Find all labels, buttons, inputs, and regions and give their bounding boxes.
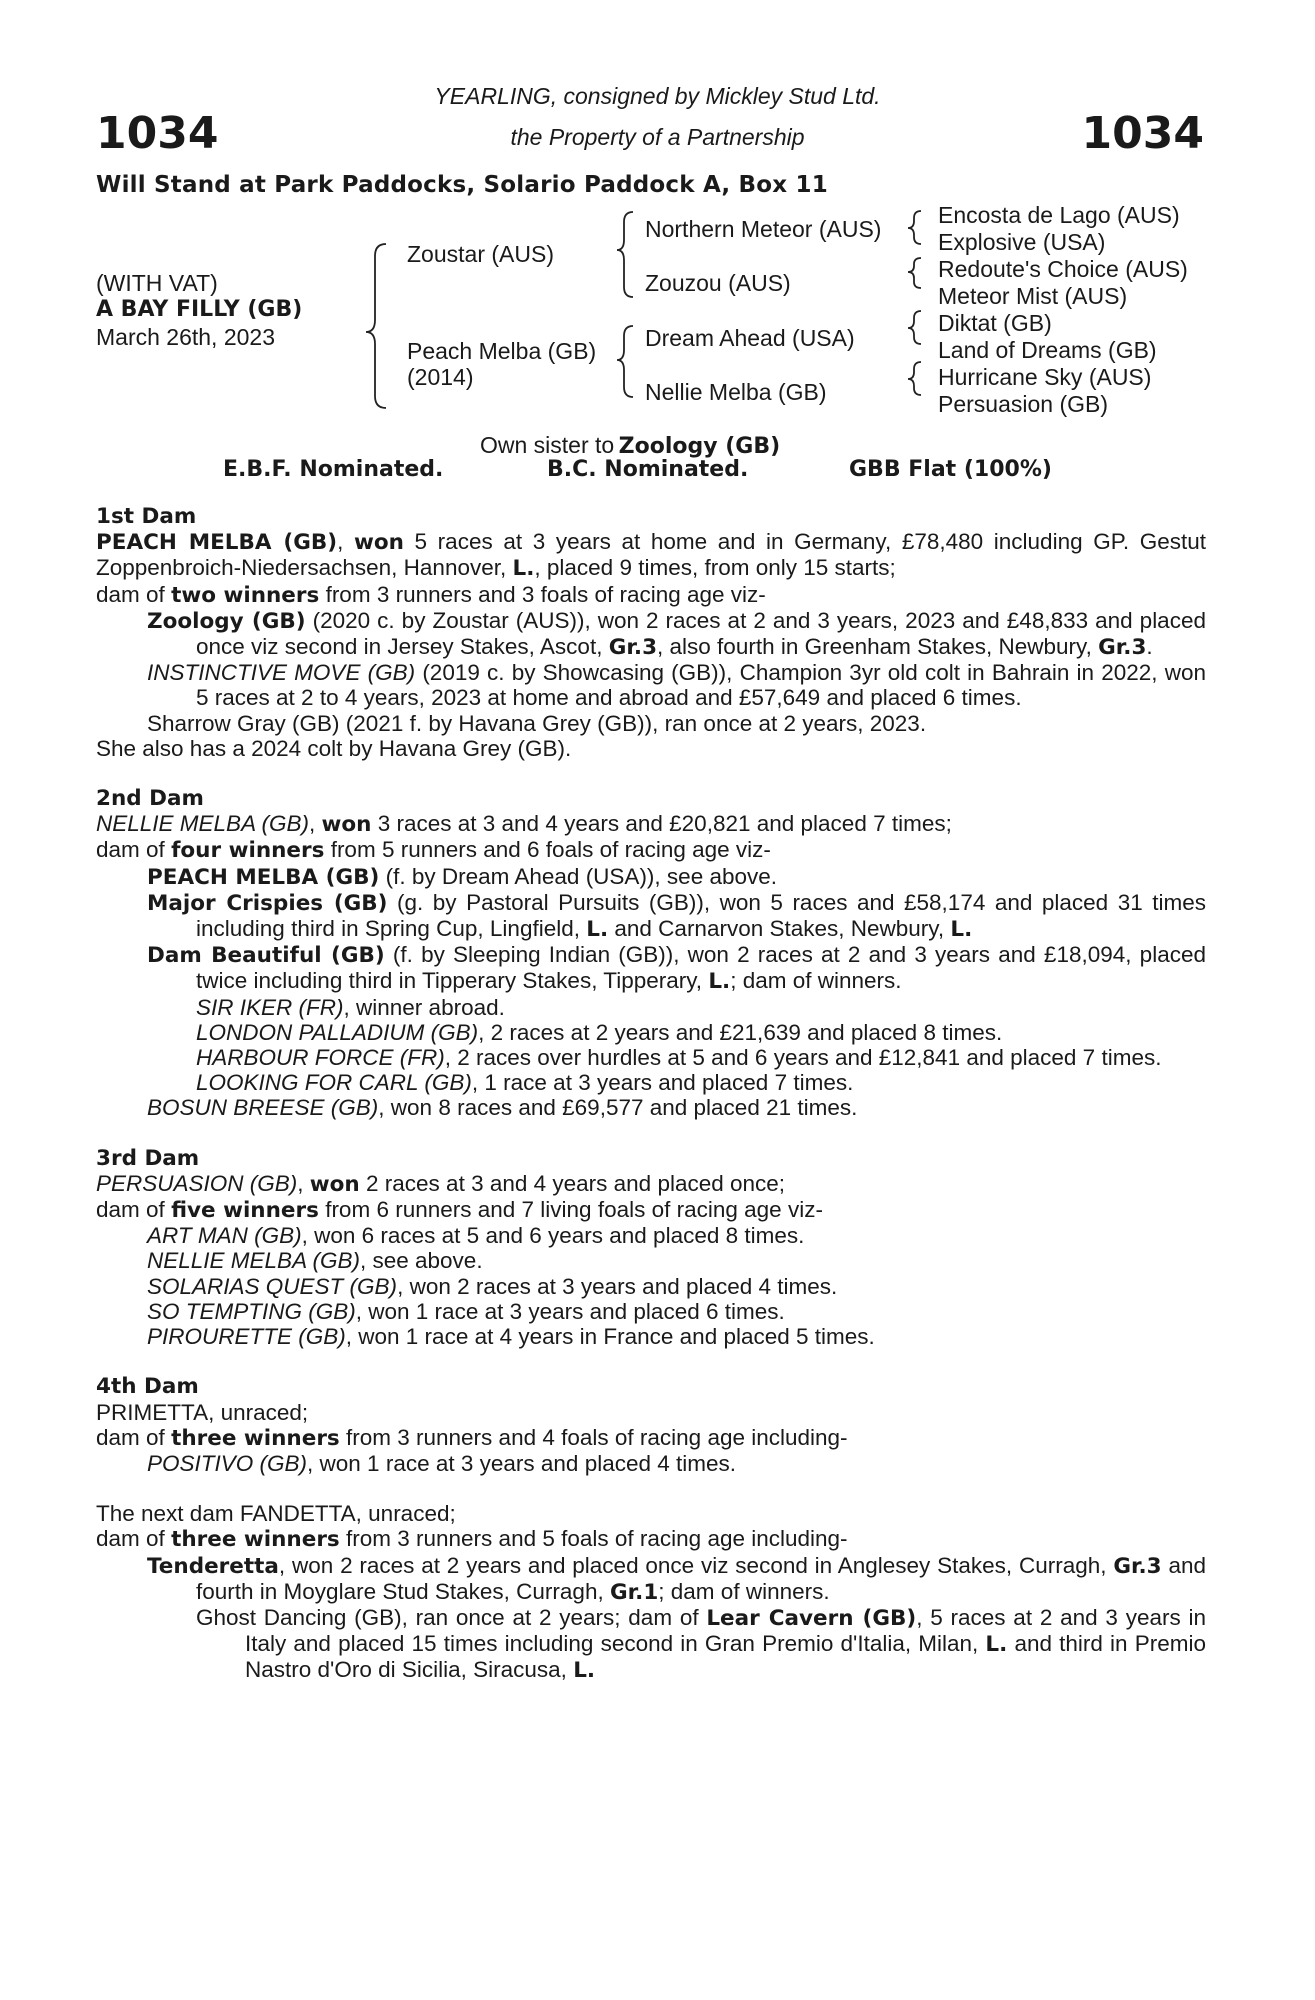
grand-progeny-text: , 1 race at 3 years and placed 7 times. (471, 1070, 854, 1096)
dam-of: dam of (96, 1197, 165, 1223)
grand-progeny-entry (96, 1605, 1206, 1684)
progeny-entry (96, 1248, 1206, 1273)
ped-dds: Hurricane Sky (AUS) (938, 364, 1152, 390)
won-label: won (309, 1171, 360, 1197)
progeny-text: , won 8 races and £69,577 and placed 21 times. (378, 1095, 858, 1121)
listed-label: L. (512, 556, 535, 582)
produce-text: from 3 runners and 3 foals of racing age viz- (325, 581, 766, 607)
consignor-line: YEARLING, consigned by Mickley Stud Ltd. (434, 83, 881, 109)
progeny-text: (f. by Sleeping Indian (GB)), won 2 races at 2 and 3 years and £18,094, placed twice including third in Tipperary Stakes, Tipperary, (196, 942, 1206, 994)
dam-foal-year: (2014) (407, 364, 474, 390)
progeny-name: Zoology (GB) (147, 608, 306, 634)
first-dam-text-2: , placed 9 times, from only 15 starts; (534, 555, 896, 581)
lot-number-left: 1034 (96, 108, 219, 159)
progeny-name: Tenderetta (147, 1553, 279, 1579)
own-sister-prefix: Own sister to (480, 432, 615, 458)
progeny-text: , won 2 races at 2 years and placed once viz second in Anglesey Stakes, Curragh, (278, 1552, 1107, 1578)
won-label: won (321, 812, 372, 838)
progeny-entry (96, 1223, 1206, 1248)
ped-sss: Encosta de Lago (AUS) (938, 202, 1180, 228)
horse-name: A BAY FILLY (GB) (96, 297, 303, 322)
progeny-name: PEACH MELBA (GB) (147, 864, 380, 890)
first-dam-text: 5 races at 3 years at home and in Germany, £78,480 including GP. Gestut Zoppenbroich-Niedersachsen, Hannover, (96, 529, 1206, 581)
gbb-flat: GBB Flat (100%) (849, 457, 1052, 482)
progeny-text-3: ; dam of winners. (658, 1578, 830, 1604)
first-dam-produce (96, 582, 1206, 608)
lot-number-right: 1034 (1081, 108, 1204, 159)
progeny-name: ART MAN (GB) (147, 1223, 302, 1249)
grand-progeny-entry (96, 1070, 1206, 1095)
ped-ssd: Explosive (USA) (938, 229, 1106, 255)
progeny-text-2: and Carnarvon Stakes, Newbury, (614, 916, 945, 942)
bracket-dd (908, 362, 921, 395)
ped-dss: Diktat (GB) (938, 310, 1052, 336)
also-has: She also has a 2024 colt by Havana Grey (GB). (96, 735, 572, 761)
progeny-text: (2019 c. by Showcasing (GB)), Champion 3yr old colt in Bahrain in 2022, won 5 races at 2 to 4 years, 2023 at home and abroad and £57,649 and placed 6 times. (196, 660, 1206, 711)
next-dam-record: The next dam FANDETTA, unraced; (96, 1501, 456, 1527)
second-dam-heading: 2nd Dam (96, 786, 204, 812)
grand-progeny-name: LONDON PALLADIUM (GB) (196, 1019, 479, 1045)
produce-text: from 3 runners and 4 foals of racing age including- (346, 1424, 848, 1450)
sire: Zoustar (AUS) (407, 241, 554, 267)
fourth-dam-heading: 4th Dam (96, 1374, 199, 1400)
sire-of-sire: Northern Meteor (AUS) (645, 216, 882, 242)
progeny-entry: Sharrow Gray (GB) (2021 f. by Havana Grey (GB)), ran once at 2 years, 2023. (147, 710, 927, 736)
first-dam-name: PEACH MELBA (GB) (96, 530, 338, 556)
second-dam-produce (96, 837, 1206, 863)
bracket-main (366, 244, 386, 408)
own-sister-name: Zoology (GB) (618, 434, 781, 459)
second-dam-record: NELLIE MELBA (GB), won 3 races at 3 and 4 years and £20,821 and placed 7 times; (96, 811, 952, 838)
progeny-entry (96, 1274, 1206, 1299)
third-dam-heading: 3rd Dam (96, 1145, 200, 1171)
bracket-ss (908, 211, 921, 244)
ped-sdd: Meteor Mist (AUS) (938, 283, 1128, 309)
progeny-entry (96, 1095, 1206, 1120)
progeny-entry (96, 608, 1206, 660)
second-dam-name: NELLIE MELBA (GB) (96, 811, 309, 837)
progeny-name: BOSUN BREESE (GB) (147, 1095, 379, 1121)
dam-of: dam of (96, 1424, 165, 1450)
winners-count: three winners (171, 1425, 340, 1451)
grand-progeny-name: Lear Cavern (GB) (706, 1605, 917, 1631)
winners-count: two winners (171, 582, 320, 608)
progeny-text: , won 1 race at 3 years and placed 4 times. (307, 1450, 737, 1476)
punct: . (1146, 634, 1153, 660)
grand-progeny-text-3: and third in Premio Nastro d'Oro di Sicilia, Siracusa, (245, 1631, 1206, 1683)
group-label: Gr.3 (1098, 635, 1147, 661)
own-sister-line (480, 432, 780, 459)
dam-of: dam of (96, 581, 165, 607)
progeny-entry (96, 1451, 1206, 1476)
third-dam-record: PERSUASION (GB), won 2 races at 3 and 4 years and placed once; (96, 1170, 786, 1197)
next-dam-produce (96, 1526, 1206, 1552)
produce-text: from 6 runners and 7 living foals of racing age viz- (325, 1197, 823, 1223)
grand-progeny-text-2: , 5 races at 2 and 3 years in Italy and placed 15 times including second in Gran Premio d'Italia, Milan, (245, 1604, 1206, 1657)
progeny-entry (96, 1553, 1206, 1605)
vat-label: (WITH VAT) (96, 270, 218, 296)
won-label: won (353, 530, 404, 556)
property-line: the Property of a Partnership (510, 124, 805, 150)
progeny-entry (96, 1324, 1206, 1349)
stand-location: Will Stand at Park Paddocks, Solario Paddock A, Box 11 (96, 172, 828, 198)
bracket-sd (908, 258, 921, 288)
progeny-text: (f. by Dream Ahead (USA)), see above. (385, 863, 778, 889)
winners-count: five winners (171, 1198, 319, 1224)
grand-progeny-text: , winner abroad. (343, 994, 505, 1020)
grand-progeny-entry (96, 1045, 1206, 1070)
produce-text: from 3 runners and 5 foals of racing age including- (346, 1526, 848, 1552)
bc-nomination: B.C. Nominated. (547, 457, 749, 482)
listed-label: L. (708, 969, 731, 995)
progeny-name: NELLIE MELBA (GB) (147, 1248, 360, 1274)
group-label: Gr.1 (609, 1579, 659, 1605)
third-dam-name: PERSUASION (GB) (96, 1170, 298, 1196)
ped-sds: Redoute's Choice (AUS) (938, 256, 1188, 282)
fourth-dam-produce (96, 1425, 1206, 1451)
grand-progeny-text: Ghost Dancing (GB), ran once at 2 years; dam of (196, 1604, 699, 1630)
dam-of-sire: Zouzou (AUS) (645, 270, 791, 296)
catalogue-body (96, 504, 1206, 1684)
ped-dsd: Land of Dreams (GB) (938, 337, 1157, 363)
listed-label: L. (586, 917, 609, 943)
listed-label: L. (573, 1658, 596, 1684)
grand-progeny-entry (96, 1020, 1206, 1045)
listed-label: L. (950, 917, 973, 943)
progeny-text: , won 2 races at 3 years and placed 4 times. (397, 1273, 838, 1299)
group-label: Gr.3 (608, 635, 658, 661)
winners-count: four winners (171, 838, 325, 864)
first-dam-heading: 1st Dam (96, 504, 197, 529)
progeny-name: SOLARIAS QUEST (GB) (147, 1273, 398, 1299)
third-dam-produce (96, 1197, 1206, 1223)
progeny-name: SO TEMPTING (GB) (147, 1298, 356, 1324)
progeny-name: POSITIVO (GB) (147, 1450, 308, 1476)
grand-progeny-text: , 2 races over hurdles at 5 and 6 years and £12,841 and placed 7 times. (444, 1045, 1162, 1071)
winners-count: three winners (171, 1527, 340, 1553)
progeny-text: , won 6 races at 5 and 6 years and placed 8 times. (301, 1223, 805, 1249)
ebf-nomination: E.B.F. Nominated. (223, 457, 444, 482)
grand-progeny-name: HARBOUR FORCE (FR) (196, 1045, 445, 1071)
dam-of-dam: Nellie Melba (GB) (645, 379, 827, 405)
progeny-entry (96, 1299, 1206, 1324)
progeny-text-2: ; dam of winners. (730, 968, 902, 994)
progeny-text: , won 1 race at 3 years and placed 6 times. (355, 1298, 785, 1324)
bracket-sire (617, 212, 633, 297)
ped-ddd: Persuasion (GB) (938, 391, 1109, 417)
progeny-name: Dam Beautiful (GB) (147, 943, 385, 969)
group-label: Gr.3 (1113, 1553, 1162, 1579)
dam: Peach Melba (GB) (407, 338, 597, 364)
progeny-text-2: and fourth in Moyglare Stud Stakes, Curragh, (196, 1552, 1206, 1604)
third-dam-text: 2 races at 3 and 4 years and placed once; (366, 1170, 786, 1196)
progeny-name: Major Crispies (GB) (147, 890, 388, 916)
progeny-text: (g. by Pastoral Pursuits (GB)), won 5 races and £58,174 and placed 31 times including third in Spring Cup, Lingfield, (196, 889, 1206, 942)
grand-progeny-text: , 2 races at 2 years and £21,639 and placed 8 times. (478, 1019, 1003, 1045)
grand-progeny-name: LOOKING FOR CARL (GB) (196, 1070, 472, 1096)
fourth-dam-record: PRIMETTA, unraced; (96, 1399, 309, 1425)
progeny-text: , see above. (359, 1248, 483, 1274)
second-dam-text: 3 races at 3 and 4 years and £20,821 and placed 7 times; (377, 811, 952, 837)
progeny-entry (96, 660, 1206, 710)
progeny-text-2: , also fourth in Greenham Stakes, Newbury, (657, 634, 1092, 660)
progeny-text: (2020 c. by Zoustar (AUS)), won 2 races at 2 and 3 years, 2023 and £48,833 and placed once viz second in Jersey Stakes, Ascot, (196, 607, 1206, 660)
bracket-ds (908, 311, 921, 344)
dam-of: dam of (96, 837, 165, 863)
progeny-name: INSTINCTIVE MOVE (GB) (147, 660, 416, 686)
progeny-name: PIROURETTE (GB) (147, 1324, 346, 1350)
progeny-entry (96, 890, 1206, 942)
sire-of-dam: Dream Ahead (USA) (645, 325, 855, 351)
progeny-text: , won 1 race at 4 years in France and placed 5 times. (345, 1324, 875, 1350)
first-dam-record: PEACH MELBA (GB), won 5 races at 3 years at home and in Germany, £78,480 including GP. Gestut Zoppenbroich-Niedersachsen, Hannover, L., placed 9 times, from only 15 starts; (96, 529, 1206, 582)
progeny-entry (96, 864, 1206, 890)
listed-label: L. (985, 1632, 1008, 1658)
grand-progeny-entry (96, 995, 1206, 1020)
dam-of: dam of (96, 1526, 165, 1552)
produce-text: from 5 runners and 6 foals of racing age viz- (330, 837, 771, 863)
bracket-dam (617, 326, 633, 397)
foaling-date: March 26th, 2023 (96, 324, 276, 350)
grand-progeny-name: SIR IKER (FR) (196, 994, 344, 1020)
progeny-entry (96, 942, 1206, 994)
